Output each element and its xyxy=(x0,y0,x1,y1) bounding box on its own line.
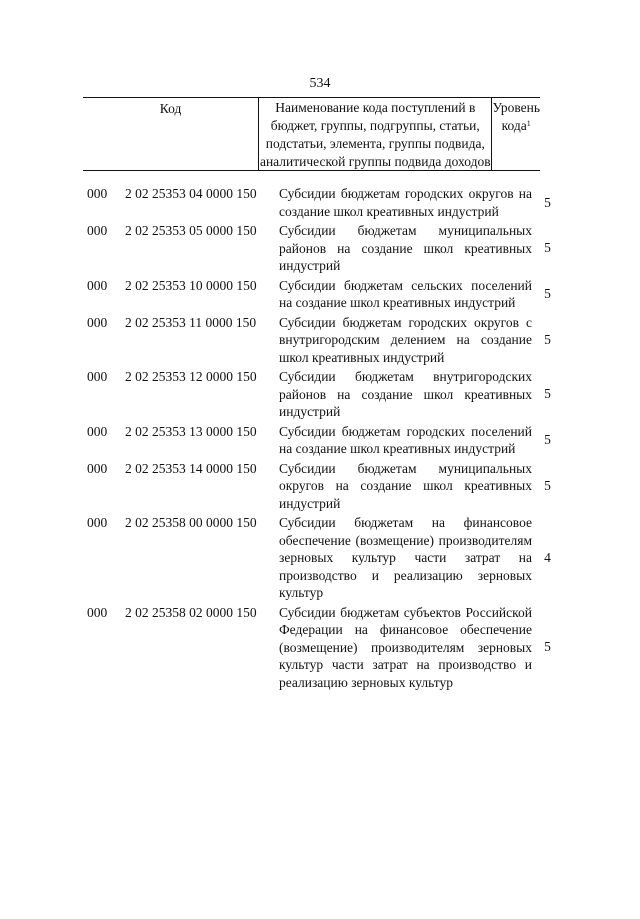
row-prefix: 000 xyxy=(87,186,108,201)
row-code: 2 02 25353 13 0000 150 xyxy=(125,423,257,439)
header-level xyxy=(492,98,540,170)
row-name: Субсидии бюджетам внутригородских районов на создание школ креативных индустрий xyxy=(279,369,532,419)
row-code: 2 02 25353 04 0000 150 xyxy=(125,186,257,201)
row-prefix: 000 xyxy=(87,223,108,238)
table-row xyxy=(87,368,587,421)
table-header xyxy=(83,97,540,171)
row-prefix: 000 xyxy=(87,460,108,476)
row-level: 4 xyxy=(544,549,551,565)
table-body xyxy=(87,185,587,693)
table-row xyxy=(87,460,587,513)
row-prefix: 000 xyxy=(87,277,108,293)
table-row xyxy=(87,604,587,692)
header-name: Наименование кода поступлений в бюджет, группы, подгруппы, статьи, подстатьи, элемента, группы подвида, аналитической группы подвида доходов xyxy=(259,100,491,169)
row-level: 5 xyxy=(544,194,551,210)
row-level: 5 xyxy=(544,286,551,301)
header-level-label: Уровень кода xyxy=(492,100,540,133)
row-name: Субсидии бюджетам муниципальных районов на создание школ креативных индустрий xyxy=(279,223,532,273)
header-level-footnote: 1 xyxy=(526,119,531,128)
row-level: 5 xyxy=(544,240,551,256)
row-code: 2 02 25353 10 0000 150 xyxy=(125,277,257,293)
row-name: Субсидии бюджетам городских округов с внутригородским делением на создание школ креативных индустрий xyxy=(279,314,532,365)
row-code: 2 02 25358 02 0000 150 xyxy=(125,604,257,620)
row-prefix: 000 xyxy=(87,423,108,439)
table-row xyxy=(87,277,587,312)
row-name: Субсидии бюджетам сельских поселений на создание школ креативных индустрий xyxy=(279,277,532,310)
page-number: 534 xyxy=(309,76,331,91)
table-row xyxy=(87,423,587,458)
row-level: 5 xyxy=(544,331,551,347)
header-code: Код xyxy=(83,98,259,170)
row-prefix: 000 xyxy=(87,314,108,330)
row-name: Субсидии бюджетам на финансовое обеспечение (возмещение) производителям зерновых культур части затрат на производство и реализацию зерновых культур xyxy=(279,515,532,600)
row-level: 5 xyxy=(544,386,551,402)
row-name: Субсидии бюджетам городских округов на создание школ креативных индустрий xyxy=(279,186,532,219)
table-row xyxy=(87,185,587,220)
row-prefix: 000 xyxy=(87,369,108,384)
row-prefix: 000 xyxy=(87,515,108,530)
row-level: 5 xyxy=(544,432,551,447)
row-name: Субсидии бюджетам муниципальных округов на создание школ креативных индустрий xyxy=(279,460,532,511)
table-row xyxy=(87,314,587,367)
row-code: 2 02 25353 11 0000 150 xyxy=(125,314,257,330)
row-level: 5 xyxy=(544,477,551,493)
row-code: 2 02 25358 00 0000 150 xyxy=(125,515,257,530)
row-name: Субсидии бюджетам субъектов Российской Федерации на финансовое обеспечение (возмещение) производителям зерновых культур части затрат на производство и реализацию зерновых культур xyxy=(279,604,532,690)
table-row xyxy=(87,514,587,602)
row-name: Субсидии бюджетам городских поселений на создание школ креативных индустрий xyxy=(279,423,532,456)
table-row xyxy=(87,222,587,275)
row-prefix: 000 xyxy=(87,604,108,620)
row-level: 5 xyxy=(544,639,551,655)
row-code: 2 02 25353 05 0000 150 xyxy=(125,223,257,238)
row-code: 2 02 25353 12 0000 150 xyxy=(125,369,257,384)
row-code: 2 02 25353 14 0000 150 xyxy=(125,460,257,476)
